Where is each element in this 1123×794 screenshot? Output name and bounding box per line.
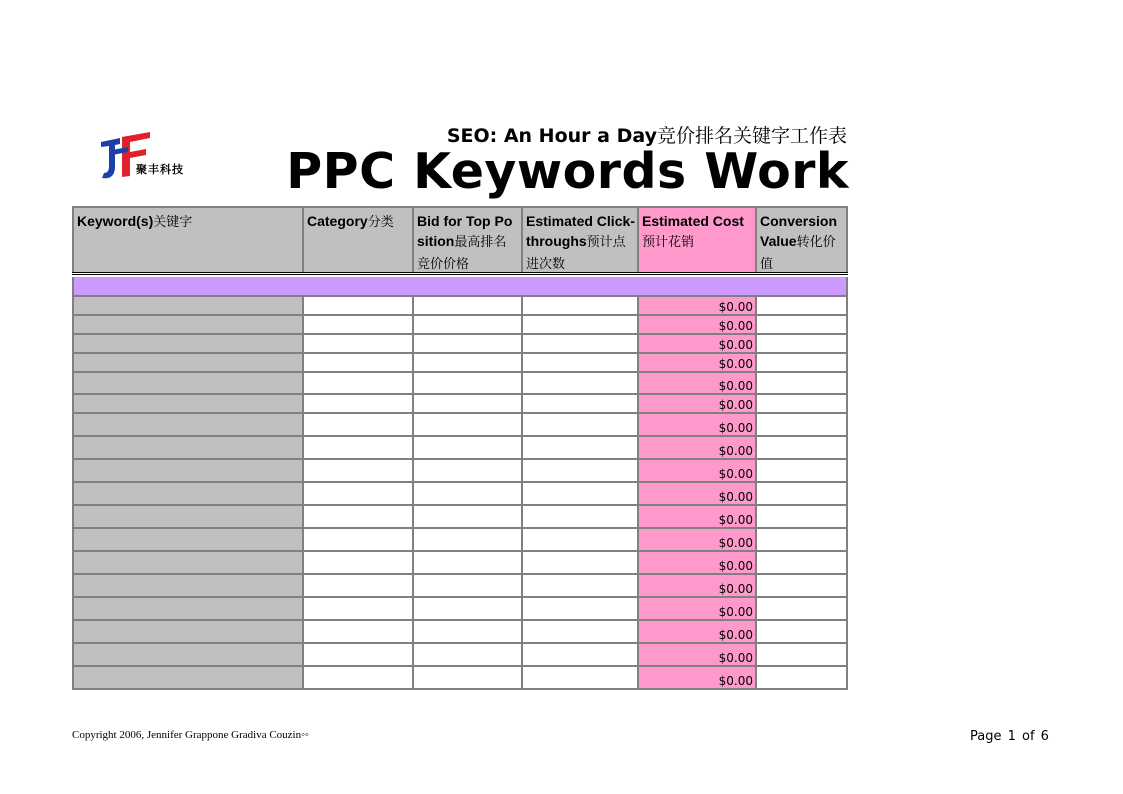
category-cell[interactable] <box>302 335 412 352</box>
table-row <box>72 297 848 316</box>
estimated-cost-cell[interactable]: $0.00 <box>637 529 755 550</box>
keyword-cell[interactable] <box>72 506 302 527</box>
conversion-value-cell[interactable] <box>755 460 848 481</box>
keywords-table <box>72 206 848 690</box>
clickthrough-cell[interactable] <box>521 483 637 504</box>
category-cell[interactable] <box>302 552 412 573</box>
table-row <box>72 354 848 373</box>
estimated-cost-cell[interactable]: $0.00 <box>637 621 755 642</box>
estimated-cost-cell[interactable]: $0.00 <box>637 575 755 596</box>
keyword-cell[interactable] <box>72 667 302 688</box>
estimated-cost-cell[interactable]: $0.00 <box>637 552 755 573</box>
clickthrough-cell[interactable] <box>521 437 637 458</box>
conversion-value-cell[interactable] <box>755 335 848 352</box>
category-cell[interactable] <box>302 373 412 393</box>
category-cell[interactable] <box>302 316 412 333</box>
col-header-keywords[interactable]: Keyword(s)关键字 <box>72 208 302 272</box>
category-cell[interactable] <box>302 437 412 458</box>
estimated-cost-cell[interactable]: $0.00 <box>637 644 755 665</box>
estimated-cost-cell[interactable]: $0.00 <box>637 395 755 412</box>
table-row <box>72 316 848 335</box>
estimated-cost-cell[interactable]: $0.00 <box>637 667 755 688</box>
estimated-cost-cell[interactable]: $0.00 <box>637 297 755 314</box>
conversion-value-cell[interactable] <box>755 552 848 573</box>
col-header-estimated-cost[interactable]: Estimated Cost 预计花销 <box>637 208 755 272</box>
logo-text: 聚丰科技 <box>136 163 184 176</box>
keyword-cell[interactable] <box>72 335 302 352</box>
table-row <box>72 621 848 644</box>
conversion-value-cell[interactable] <box>755 354 848 371</box>
col-header-bid[interactable]: Bid for Top Position最高排名竞价价格 <box>412 208 521 272</box>
conversion-value-cell[interactable] <box>755 667 848 688</box>
bid-cell[interactable] <box>412 297 521 314</box>
clickthrough-cell[interactable] <box>521 506 637 527</box>
conversion-value-cell[interactable] <box>755 598 848 619</box>
clickthrough-cell[interactable] <box>521 529 637 550</box>
table-row <box>72 529 848 552</box>
keyword-cell[interactable] <box>72 644 302 665</box>
clickthrough-cell[interactable] <box>521 354 637 371</box>
table-row <box>72 460 848 483</box>
keyword-cell[interactable] <box>72 483 302 504</box>
estimated-cost-cell[interactable]: $0.00 <box>637 483 755 504</box>
estimated-cost-cell[interactable]: $0.00 <box>637 506 755 527</box>
conversion-value-cell[interactable] <box>755 621 848 642</box>
bid-cell[interactable] <box>412 460 521 481</box>
table-row <box>72 414 848 437</box>
subtitle-en: SEO: An Hour a Day <box>446 125 657 147</box>
bid-cell[interactable] <box>412 316 521 333</box>
clickthrough-cell[interactable] <box>521 460 637 481</box>
clickthrough-cell[interactable] <box>521 297 637 314</box>
clickthrough-cell[interactable] <box>521 598 637 619</box>
clickthrough-cell[interactable] <box>521 552 637 573</box>
table-row <box>72 373 848 395</box>
category-cell[interactable] <box>302 529 412 550</box>
bid-cell[interactable] <box>412 552 521 573</box>
keyword-cell[interactable] <box>72 598 302 619</box>
estimated-cost-cell[interactable]: $0.00 <box>637 437 755 458</box>
bid-cell[interactable] <box>412 621 521 642</box>
bid-cell[interactable] <box>412 529 521 550</box>
keyword-cell[interactable] <box>72 395 302 412</box>
keyword-cell[interactable] <box>72 297 302 314</box>
category-cell[interactable] <box>302 667 412 688</box>
clickthrough-cell[interactable] <box>521 575 637 596</box>
bid-cell[interactable] <box>412 598 521 619</box>
conversion-value-cell[interactable] <box>755 395 848 412</box>
category-cell[interactable] <box>302 621 412 642</box>
col-header-conversion-value[interactable]: Conversion Value转化价值 <box>755 208 848 272</box>
bid-cell[interactable] <box>412 414 521 435</box>
estimated-cost-cell[interactable]: $0.00 <box>637 316 755 333</box>
table-header-row <box>72 206 848 275</box>
bid-cell[interactable] <box>412 667 521 688</box>
keyword-cell[interactable] <box>72 575 302 596</box>
estimated-cost-cell[interactable]: $0.00 <box>637 414 755 435</box>
bid-cell[interactable] <box>412 506 521 527</box>
col-header-clickthroughs[interactable]: Estimated Click-throughs预计点进次数 <box>521 208 637 272</box>
clickthrough-cell[interactable] <box>521 373 637 393</box>
conversion-value-cell[interactable] <box>755 506 848 527</box>
category-cell[interactable] <box>302 414 412 435</box>
table-row <box>72 598 848 621</box>
clickthrough-cell[interactable] <box>521 395 637 412</box>
clickthrough-cell[interactable] <box>521 621 637 642</box>
estimated-cost-cell[interactable]: $0.00 <box>637 598 755 619</box>
keyword-cell[interactable] <box>72 354 302 371</box>
table-row <box>72 335 848 354</box>
table-row <box>72 644 848 667</box>
table-row <box>72 506 848 529</box>
category-cell[interactable] <box>302 644 412 665</box>
clickthrough-cell[interactable] <box>521 644 637 665</box>
table-body <box>72 297 848 690</box>
estimated-cost-cell[interactable]: $0.00 <box>637 335 755 352</box>
table-row <box>72 667 848 690</box>
keyword-cell[interactable] <box>72 414 302 435</box>
category-cell[interactable] <box>302 354 412 371</box>
page-number: Page 1 of 6 <box>970 729 1049 744</box>
conversion-value-cell[interactable] <box>755 437 848 458</box>
conversion-value-cell[interactable] <box>755 316 848 333</box>
bid-cell[interactable] <box>412 644 521 665</box>
keyword-cell[interactable] <box>72 316 302 333</box>
bid-cell[interactable] <box>412 483 521 504</box>
category-cell[interactable] <box>302 395 412 412</box>
table-row <box>72 395 848 414</box>
estimated-cost-cell[interactable]: $0.00 <box>637 460 755 481</box>
category-cell[interactable] <box>302 297 412 314</box>
keyword-cell[interactable] <box>72 437 302 458</box>
subtitle-cn: 竞价排名关键字工作表 <box>656 125 847 147</box>
estimated-cost-cell[interactable]: $0.00 <box>637 354 755 371</box>
conversion-value-cell[interactable] <box>755 529 848 550</box>
estimated-cost-cell[interactable]: $0.00 <box>637 373 755 393</box>
clickthrough-cell[interactable] <box>521 316 637 333</box>
clickthrough-cell[interactable] <box>521 667 637 688</box>
conversion-value-cell[interactable] <box>755 483 848 504</box>
table-row <box>72 552 848 575</box>
category-cell[interactable] <box>302 506 412 527</box>
conversion-value-cell[interactable] <box>755 297 848 314</box>
bid-cell[interactable] <box>412 373 521 393</box>
keyword-cell[interactable] <box>72 529 302 550</box>
keyword-cell[interactable] <box>72 621 302 642</box>
bid-cell[interactable] <box>412 395 521 412</box>
table-row <box>72 483 848 506</box>
keyword-cell[interactable] <box>72 373 302 393</box>
col-header-category[interactable]: Category分类 <box>302 208 412 272</box>
document-title: PPC Keywords Work <box>286 143 849 200</box>
category-cell[interactable] <box>302 598 412 619</box>
conversion-value-cell[interactable] <box>755 575 848 596</box>
copyright-text: Copyright 2006, Jennifer Grappone Gradiva Couzin◦◦ <box>72 729 309 741</box>
bid-cell[interactable] <box>412 437 521 458</box>
category-cell[interactable] <box>302 483 412 504</box>
bid-cell[interactable] <box>412 575 521 596</box>
clickthrough-cell[interactable] <box>521 414 637 435</box>
category-cell[interactable] <box>302 460 412 481</box>
table-row <box>72 575 848 598</box>
conversion-value-cell[interactable] <box>755 373 848 393</box>
conversion-value-cell[interactable] <box>755 644 848 665</box>
conversion-value-cell[interactable] <box>755 414 848 435</box>
category-cell[interactable] <box>302 575 412 596</box>
table-row <box>72 437 848 460</box>
bid-cell[interactable] <box>412 335 521 352</box>
keyword-cell[interactable] <box>72 460 302 481</box>
clickthrough-cell[interactable] <box>521 335 637 352</box>
category-band-row[interactable] <box>72 277 848 297</box>
bid-cell[interactable] <box>412 354 521 371</box>
keyword-cell[interactable] <box>72 552 302 573</box>
